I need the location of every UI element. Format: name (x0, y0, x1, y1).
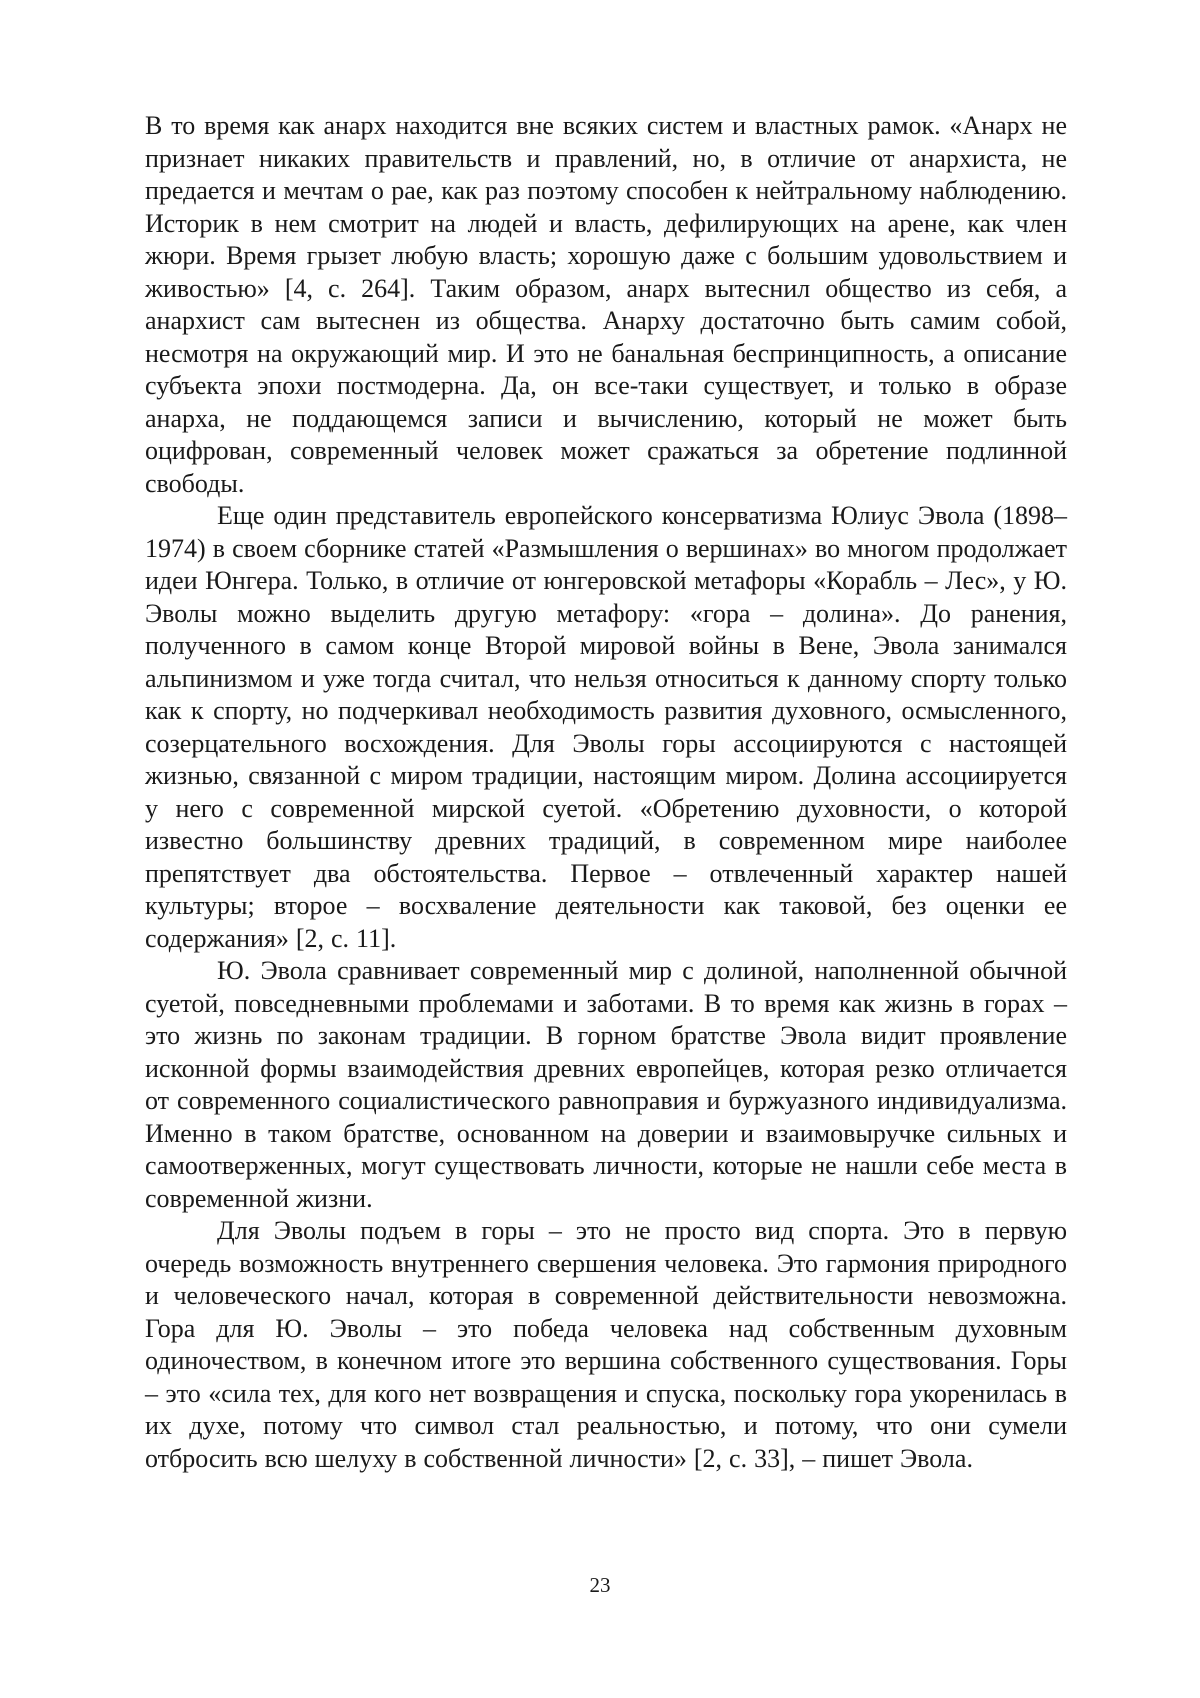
page-number: 23 (0, 1573, 1200, 1598)
paragraph-1: В то время как анарх находится вне всяких систем и властных рамок. «Анарх не признает никаких правительств и правлений, но, в отличие от анархиста, не предается и мечтам о рае, как раз поэтому способен к нейтральному наблюдению. Историк в нем смотрит на людей и власть, дефилирующих на арене, как член жюри. Время грызет любую власть; хорошую даже с большим удовольствием и живостью» [4, с. 264]. Таким образом, анарх вытеснил общество из себя, а анархист сам вытеснен из общества. Анарху достаточно быть самим собой, несмотря на окружающий мир. И это не банальная беспринципность, а описание субъекта эпохи постмодерна. Да, он все-таки существует, и только в образе анарха, не поддающемся записи и вычислению, который не может быть оцифрован, современный человек может сражаться за обретение подлинной свободы. (145, 110, 1067, 500)
paragraph-2: Еще один представитель европейского консерватизма Юлиус Эвола (1898–1974) в своем сборнике статей «Размышления о вершинах» во многом продолжает идеи Юнгера. Только, в отличие от юнгеровской метафоры «Корабль – Лес», у Ю. Эволы можно выделить другую метафору: «гора – долина». До ранения, полученного в самом конце Второй мировой войны в Вене, Эвола занимался альпинизмом и уже тогда считал, что нельзя относиться к данному спорту только как к спорту, но подчеркивал необходимость развития духовного, осмысленного, созерцательного восхождения. Для Эволы горы ассоциируются с настоящей жизнью, связанной с миром традиции, настоящим миром. Долина ассоциируется у него с современной мирской суетой. «Обретению духовности, о которой известно большинству древних традиций, в современном мире наиболее препятствует два обстоятельства. Первое – отвлеченный характер нашей культуры; второе – восхваление деятельности как таковой, без оценки ее содержания» [2, с. 11]. (145, 500, 1067, 955)
paragraph-3: Ю. Эвола сравнивает современный мир с долиной, наполненной обычной суетой, повседневными проблемами и заботами. В то время как жизнь в горах – это жизнь по законам традиции. В горном братстве Эвола видит проявление исконной формы взаимодействия древних европейцев, которая резко отличается от современного социалистического равноправия и буржуазного индивидуализма. Именно в таком братстве, основанном на доверии и взаимовыручке сильных и самоотверженных, могут существовать личности, которые не нашли себе места в современной жизни. (145, 955, 1067, 1215)
page-body (145, 110, 1067, 1475)
paragraph-4: Для Эволы подъем в горы – это не просто вид спорта. Это в первую очередь возможность внутреннего свершения человека. Это гармония природного и человеческого начал, которая в современной действительности невозможна. Гора для Ю. Эволы – это победа человека над собственным духовным одиночеством, в конечном итоге это вершина собственного существования. Горы – это «сила тех, для кого нет возвращения и спуска, поскольку гора укоренилась в их духе, потому что символ стал реальностью, и потому, что они сумели отбросить всю шелуху в собственной личности» [2, с. 33], – пишет Эвола. (145, 1215, 1067, 1475)
